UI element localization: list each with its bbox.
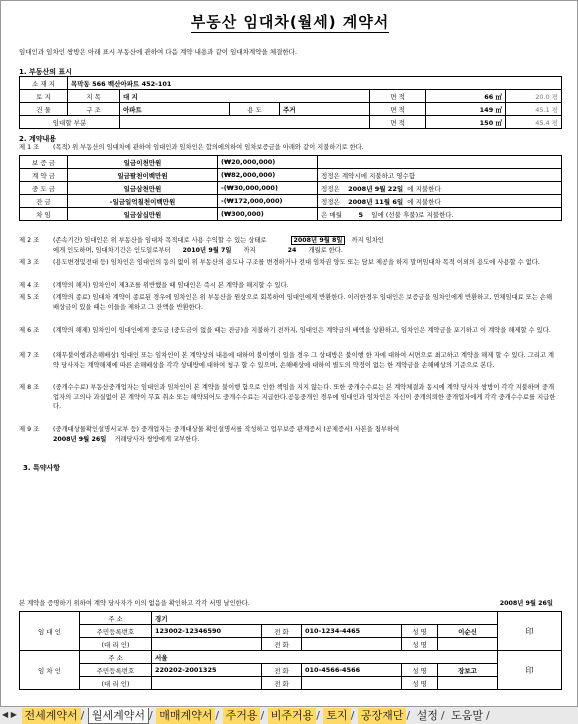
article-1-text: (목적) 위 부동산의 임대차에 관하여 임대인과 임차인은 합의에의하여 임차보증금을 아래와 같이 지불하기로 한다. xyxy=(53,144,364,151)
contract-deposit-note: 정정은 계약시에 지불하고 영수함 xyxy=(318,169,562,182)
landlord-phone[interactable]: 010-1234-4465 xyxy=(302,625,402,638)
article-3-label: 제 3 조 xyxy=(19,259,40,266)
tab-land[interactable]: 토지 xyxy=(323,708,350,724)
lease-part-value[interactable] xyxy=(120,116,370,129)
landlord-id-label: 주민등록번호 xyxy=(80,625,152,638)
tab-jeonse-contract[interactable]: 전세계약서 xyxy=(22,708,81,724)
tenant-name[interactable]: 장보고 xyxy=(438,664,498,677)
article-1 xyxy=(19,143,558,153)
tenant-id-label: 주민등록번호 xyxy=(80,664,152,677)
article-2-text: (존속기간) 임대인은 위 부동산을 임대차 목적대로 사용 수익할 수 있는 상태로 xyxy=(53,237,267,244)
article-4-label: 제 4 조 xyxy=(19,282,40,289)
special-terms-area[interactable] xyxy=(19,475,561,593)
section-special-terms: 3. 특약사항 xyxy=(23,464,61,472)
tab-settings[interactable]: 설정 xyxy=(416,709,438,722)
landlord-agent[interactable] xyxy=(152,638,262,651)
contract-deposit-label: 계 약 금 xyxy=(20,169,68,182)
article-7 xyxy=(19,351,558,370)
intro-text: 임대인과 임차인 쌍방은 아래 표시 부동산에 관하여 다음 계약 내용과 같이 임대차계약을 체결한다. xyxy=(19,48,298,56)
tenant-agent-name[interactable] xyxy=(438,677,498,690)
section-property: 1. 부동산의 표시 xyxy=(19,68,72,76)
land-area-label: 면 적 xyxy=(370,90,426,103)
landlord-phone-label: 전 화 xyxy=(262,625,302,638)
article-9-label: 제 9 조 xyxy=(19,426,40,433)
article-8-label: 제 8 조 xyxy=(19,384,40,391)
interim-number[interactable]: -(₩30,000,000) xyxy=(218,182,318,195)
tenant-address-label: 주 소 xyxy=(80,651,152,664)
interim-words[interactable]: 일금삼천만원 xyxy=(68,182,218,195)
article-5-text: (계약의 종료) 임대차 계약이 종료된 경우에 임차인은 위 부동산을 원상으로 회복하여 임대인에게 반환한다. 이러한경우 임대인은 보증금을 임차인에게 반환하고, 연체임대료 또는 손해배상금이 있을 때는 이들을 제하고 그 잔액을 반환한다. xyxy=(53,294,553,311)
balance-date[interactable]: 2008년 11월 6일 xyxy=(348,197,404,206)
landlord-name[interactable]: 이순신 xyxy=(438,625,498,638)
article-3 xyxy=(19,258,558,268)
tenant-seal: 印 xyxy=(498,651,562,690)
rent-label: 차 임 xyxy=(20,208,68,221)
interim-label: 중 도 금 xyxy=(20,182,68,195)
tenant-address[interactable]: 서울 xyxy=(152,651,498,664)
land-kind-value[interactable]: 대 지 xyxy=(120,90,370,103)
payment-table xyxy=(19,155,562,221)
building-use-label: 용 도 xyxy=(230,103,280,116)
land-kind-label: 지 목 xyxy=(68,90,120,103)
page-title: 부동산 임대차(월세) 계약서 xyxy=(190,13,390,31)
tab-residential[interactable]: 주거용 xyxy=(223,708,261,724)
tenant-agent-phone-label: 전 화 xyxy=(262,677,302,690)
brokerage-doc-date[interactable]: 2008년 9월 26일 xyxy=(53,435,107,443)
section-contract: 2. 계약내용 xyxy=(19,135,57,143)
rent-day[interactable]: 5 xyxy=(358,210,363,219)
article-3-text: (용도변경및전대 등) 임차인은 임대인의 동의 없이 위 부동산의 용도나 구조를 변경하거나 전대 임차권 양도 또는 담보 제공을 하지 말며임대차 목적 이외의 용도에 사용할 수 없다. xyxy=(53,259,540,266)
contract-deposit-number[interactable]: (₩82,000,000) xyxy=(218,169,318,182)
article-9: 제 9 조 (중개대상물확인설명서교부 등) 중개업자는 중개대상물 확인설명서를 작성하고 업무보증 관계증서 (공제증서) 사본을 첨부하여 2008년 9월 26일 거래당사자 쌍방에게 교부한다. xyxy=(19,426,400,443)
interim-date[interactable]: 2008년 9월 22일 xyxy=(348,184,404,193)
deposit-number[interactable]: (₩20,000,000) xyxy=(218,156,318,169)
building-structure-label: 구 조 xyxy=(68,103,120,116)
tenant-agent-name-label: 성 명 xyxy=(402,677,438,690)
closing-date[interactable]: 2008년 9월 26일 xyxy=(499,600,553,607)
deposit-label: 보 증 금 xyxy=(20,156,68,169)
landlord-seal: 印 xyxy=(498,612,562,651)
lease-end-date[interactable]: 2010년 9월 7일 xyxy=(182,246,232,254)
property-table xyxy=(19,76,562,129)
handover-date[interactable]: 2008년 9월 8일 xyxy=(291,236,346,245)
tab-help[interactable]: 도움말 xyxy=(451,709,484,722)
building-area-label: 면 적 xyxy=(370,103,426,116)
landlord-address[interactable]: 경기 xyxy=(152,612,498,625)
article-6 xyxy=(19,326,558,336)
tab-factory-foundation[interactable]: 공장재단 xyxy=(358,708,407,724)
lease-months[interactable]: 24 xyxy=(287,246,297,254)
closing-line xyxy=(19,599,561,609)
article-8 xyxy=(19,383,558,412)
parties-table xyxy=(19,611,562,690)
deposit-words[interactable]: 일금이천만원 xyxy=(68,156,218,169)
landlord-name-label: 성 명 xyxy=(402,625,438,638)
article-1-label: 제 1 조 xyxy=(19,144,40,151)
article-7-label: 제 7 조 xyxy=(19,352,40,359)
lease-area-value[interactable]: 150 ㎡ xyxy=(426,116,506,129)
landlord-address-label: 주 소 xyxy=(80,612,152,625)
rent-note: 은 매월 5 일에 (선불 후불)로 지불한다. xyxy=(318,208,562,221)
landlord-agent-name[interactable] xyxy=(438,638,498,651)
location-value[interactable]: 목막동 566 백산아파트 452-101 xyxy=(68,77,562,90)
article-5-label: 제 5 조 xyxy=(19,294,40,301)
balance-number[interactable]: -(₩172,000,000) xyxy=(218,195,318,208)
article-8-text: (중개수수료) 부동산중개업자는 임대인과 임차인이 본 계약을 불이행 함으로 인한 책임을 지지 않는다. 또한 중개수수료는 본 계약체결과 동시에 계약 당사자 쌍방이 각각 지불하며 중개업자의 고의나 과실없이 본 계약이 무효 취소 또는 해약되어도 중개수수료는 지급한다.공동중개인 경우에 임대인과 임차인은 자신이 중개의뢰한 중개업자에게 각각 중개수수료를 지급한다. xyxy=(53,384,556,410)
article-7-text: (채무불이행과손해배상) 임대인 또는 임차인이 본 계약상의 내용에 대하여 불이행이 있을 경우 그 상대방은 불이행 한 자에 대하여 서면으로 최고하고 계약을 해제 할 수 있다. 그리고 계약 당사자는 계약해제에 따른 손해배상을 각각 상대방에 대하여 청구 할 수 있으며, 손해배상에 대하여 별도의 약정이 없는 한 계약금을 손해배상의 기준으로 본다. xyxy=(53,352,554,369)
location-label: 소 재 지 xyxy=(20,77,68,90)
tenant-agent[interactable] xyxy=(152,677,262,690)
deposit-note xyxy=(318,156,562,169)
landlord-agent-name-label: 성 명 xyxy=(402,638,438,651)
landlord-agent-phone-label: 전 화 xyxy=(262,638,302,651)
contract-deposit-words[interactable]: 일금팔천이백만원 xyxy=(68,169,218,182)
article-6-text: (계약의 해제) 임차인이 임대인에게 중도금 (중도금이 없을 때는 잔금)을 지불하기 전까지, 임대인은 계약금의 배액을 상환하고, 임차인은 계약금을 포기하고 이 계약을 해제할 수 있다. xyxy=(53,327,551,334)
article-2: 제 2 조 (존속기간) 임대인은 위 부동산을 임대차 목적대로 사용 수익할 수 있는 상태로 2008년 9월 8일 까지 임차인 에게 인도하며, 임대차기간은 인도일로부터 2010년 9월 7일 까지 24 개월로 한다. xyxy=(19,237,384,254)
land-label: 토 지 xyxy=(20,90,68,103)
building-area-value[interactable]: 149 ㎡ xyxy=(426,103,506,116)
tab-sale-contract[interactable]: 매매계약서 xyxy=(156,708,215,724)
sheet-tab-bar: ◀ ▶ 전세계약서 / 월세계약서 / 매매계약서 / 주거용 / 비주거용 / 토지 / 공장재단 / 설정 / 도움말 / xyxy=(0,706,578,724)
lease-area-pyeong: 45.4 평 xyxy=(506,116,562,129)
balance-words[interactable]: -일금일억칠천이백만원 xyxy=(68,195,218,208)
article-4-text: (계약의 해지) 임차인이 제3조를 위반했을 때 임대인은 즉시 본 계약을 해지할 수 있다. xyxy=(53,282,289,289)
lease-part-label: 임대할 부분 xyxy=(20,116,120,129)
tenant-agent-phone[interactable] xyxy=(302,677,402,690)
rent-words[interactable]: 일금삼십만원 xyxy=(68,208,218,221)
land-area-value[interactable]: 66 ㎡ xyxy=(426,90,506,103)
landlord-agent-phone[interactable] xyxy=(302,638,402,651)
balance-note: 정정은 2008년 11월 6일 에 지불한다 xyxy=(318,195,562,208)
article-6-label: 제 6 조 xyxy=(19,327,40,334)
building-area-pyeong: 45.1 평 xyxy=(506,103,562,116)
lease-area-label: 면 적 xyxy=(370,116,426,129)
tenant-phone-label: 전 화 xyxy=(262,664,302,677)
tab-non-residential[interactable]: 비주거용 xyxy=(268,708,317,724)
article-5 xyxy=(19,293,558,312)
tenant-label: 임 차 인 xyxy=(20,651,80,690)
landlord-agent-label: (대 리 인) xyxy=(80,638,152,651)
land-area-pyeong: 20.0 평 xyxy=(506,90,562,103)
building-label: 건 물 xyxy=(20,103,68,116)
balance-label: 잔 금 xyxy=(20,195,68,208)
article-9-text: (중개대상물확인설명서교부 등) 중개업자는 중개대상물 확인설명서를 작성하고 업무보증 관계증서 (공제증서) 사본을 첨부하여 xyxy=(53,426,400,433)
tenant-phone[interactable]: 010-4566-4566 xyxy=(302,664,402,677)
rent-number[interactable]: (₩300,000) xyxy=(218,208,318,221)
tenant-name-label: 성 명 xyxy=(402,664,438,677)
landlord-label: 임 대 인 xyxy=(20,612,80,651)
closing-text: 본 계약을 증명하기 위하여 계약 당사자가 이의 없음을 확인하고 각각 서명 날인한다. xyxy=(19,600,250,607)
interim-note: 정정은 2008년 9월 22일 에 지불한다 xyxy=(318,182,562,195)
article-2-label: 제 2 조 xyxy=(19,237,40,244)
tab-scroll-arrows-icon[interactable]: ◀ ▶ xyxy=(2,710,17,719)
tenant-id[interactable]: 220202-2001325 xyxy=(152,664,262,677)
tenant-agent-label: (대 리 인) xyxy=(80,677,152,690)
building-use-value[interactable]: 주거 xyxy=(280,103,370,116)
building-structure-value[interactable]: 아파트 xyxy=(120,103,230,116)
article-4 xyxy=(19,281,558,291)
landlord-id[interactable]: 123002-12346590 xyxy=(152,625,262,638)
tab-wolse-contract[interactable]: 월세계약서 xyxy=(88,708,149,724)
